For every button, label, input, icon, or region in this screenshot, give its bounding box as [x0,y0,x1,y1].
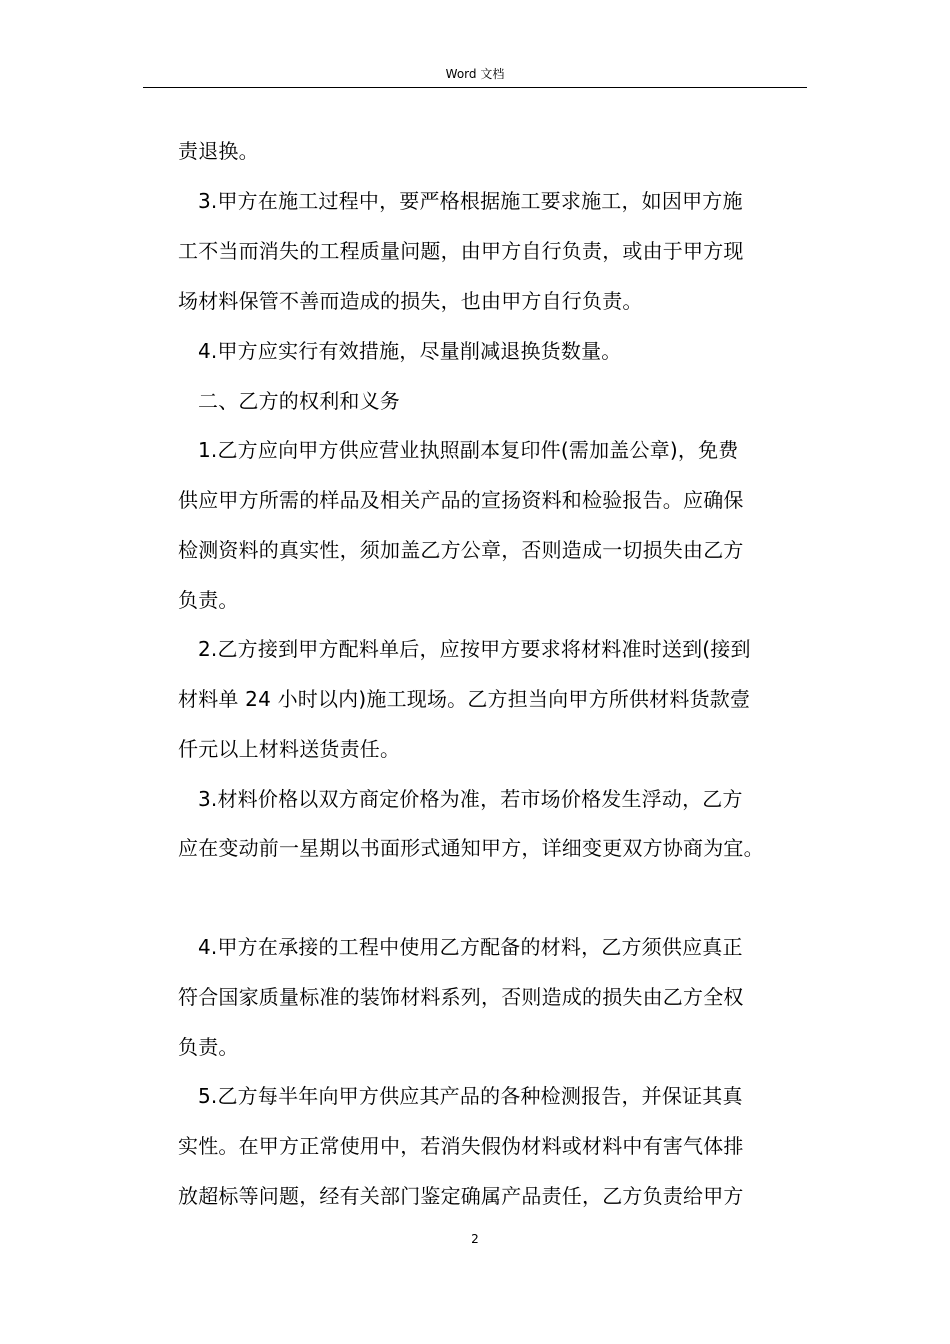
paragraph-line: 应在变动前一星期以书面形式通知甲方，详细变更双方协商为宜。 [178,836,764,860]
paragraph-line: 5.乙方每半年向甲方供应其产品的各种检测报告，并保证其真 [198,1084,743,1108]
paragraph-line: 4.甲方应实行有效措施，尽量削减退换货数量。 [198,339,622,363]
paragraph-line: 3.甲方在施工过程中，要严格根据施工要求施工，如因甲方施 [198,189,743,213]
paragraph-line: 检测资料的真实性，须加盖乙方公章，否则造成一切损失由乙方 [178,538,744,562]
paragraph-line: 责退换。 [178,139,259,163]
paragraph-line: 2.乙方接到甲方配料单后，应按甲方要求将材料准时送到(接到 [198,637,751,661]
paragraph-line: 负责。 [178,1035,239,1059]
paragraph-line: 工不当而消失的工程质量问题，由甲方自行负责，或由于甲方现 [178,239,744,263]
paragraph-line: 放超标等问题，经有关部门鉴定确属产品责任，乙方负责给甲方 [178,1184,744,1208]
paragraph-line: 实性。在甲方正常使用中，若消失假伪材料或材料中有害气体排 [178,1134,744,1158]
page-number: 2 [471,1232,479,1246]
paragraph-line: 3.材料价格以双方商定价格为准，若市场价格发生浮动，乙方 [198,787,743,811]
paragraph-line: 1.乙方应向甲方供应营业执照副本复印件(需加盖公章)，免费 [198,438,739,462]
paragraph-line: 负责。 [178,588,239,612]
paragraph-line: 4.甲方在承接的工程中使用乙方配备的材料，乙方须供应真正 [198,935,743,959]
paragraph-line: 符合国家质量标准的装饰材料系列，否则造成的损失由乙方全权 [178,985,744,1009]
section-heading: 二、乙方的权利和义务 [198,389,400,413]
paragraph-line: 供应甲方所需的样品及相关产品的宣扬资料和检验报告。应确保 [178,488,744,512]
paragraph-line: 场材料保管不善而造成的损失，也由甲方自行负责。 [178,289,643,313]
header-divider [143,87,807,88]
page-header: Word 文档 [445,67,505,81]
paragraph-line: 仟元以上材料送货责任。 [178,737,401,761]
paragraph-line: 材料单 24 小时以内)施工现场。乙方担当向甲方所供材料货款壹 [178,687,751,711]
